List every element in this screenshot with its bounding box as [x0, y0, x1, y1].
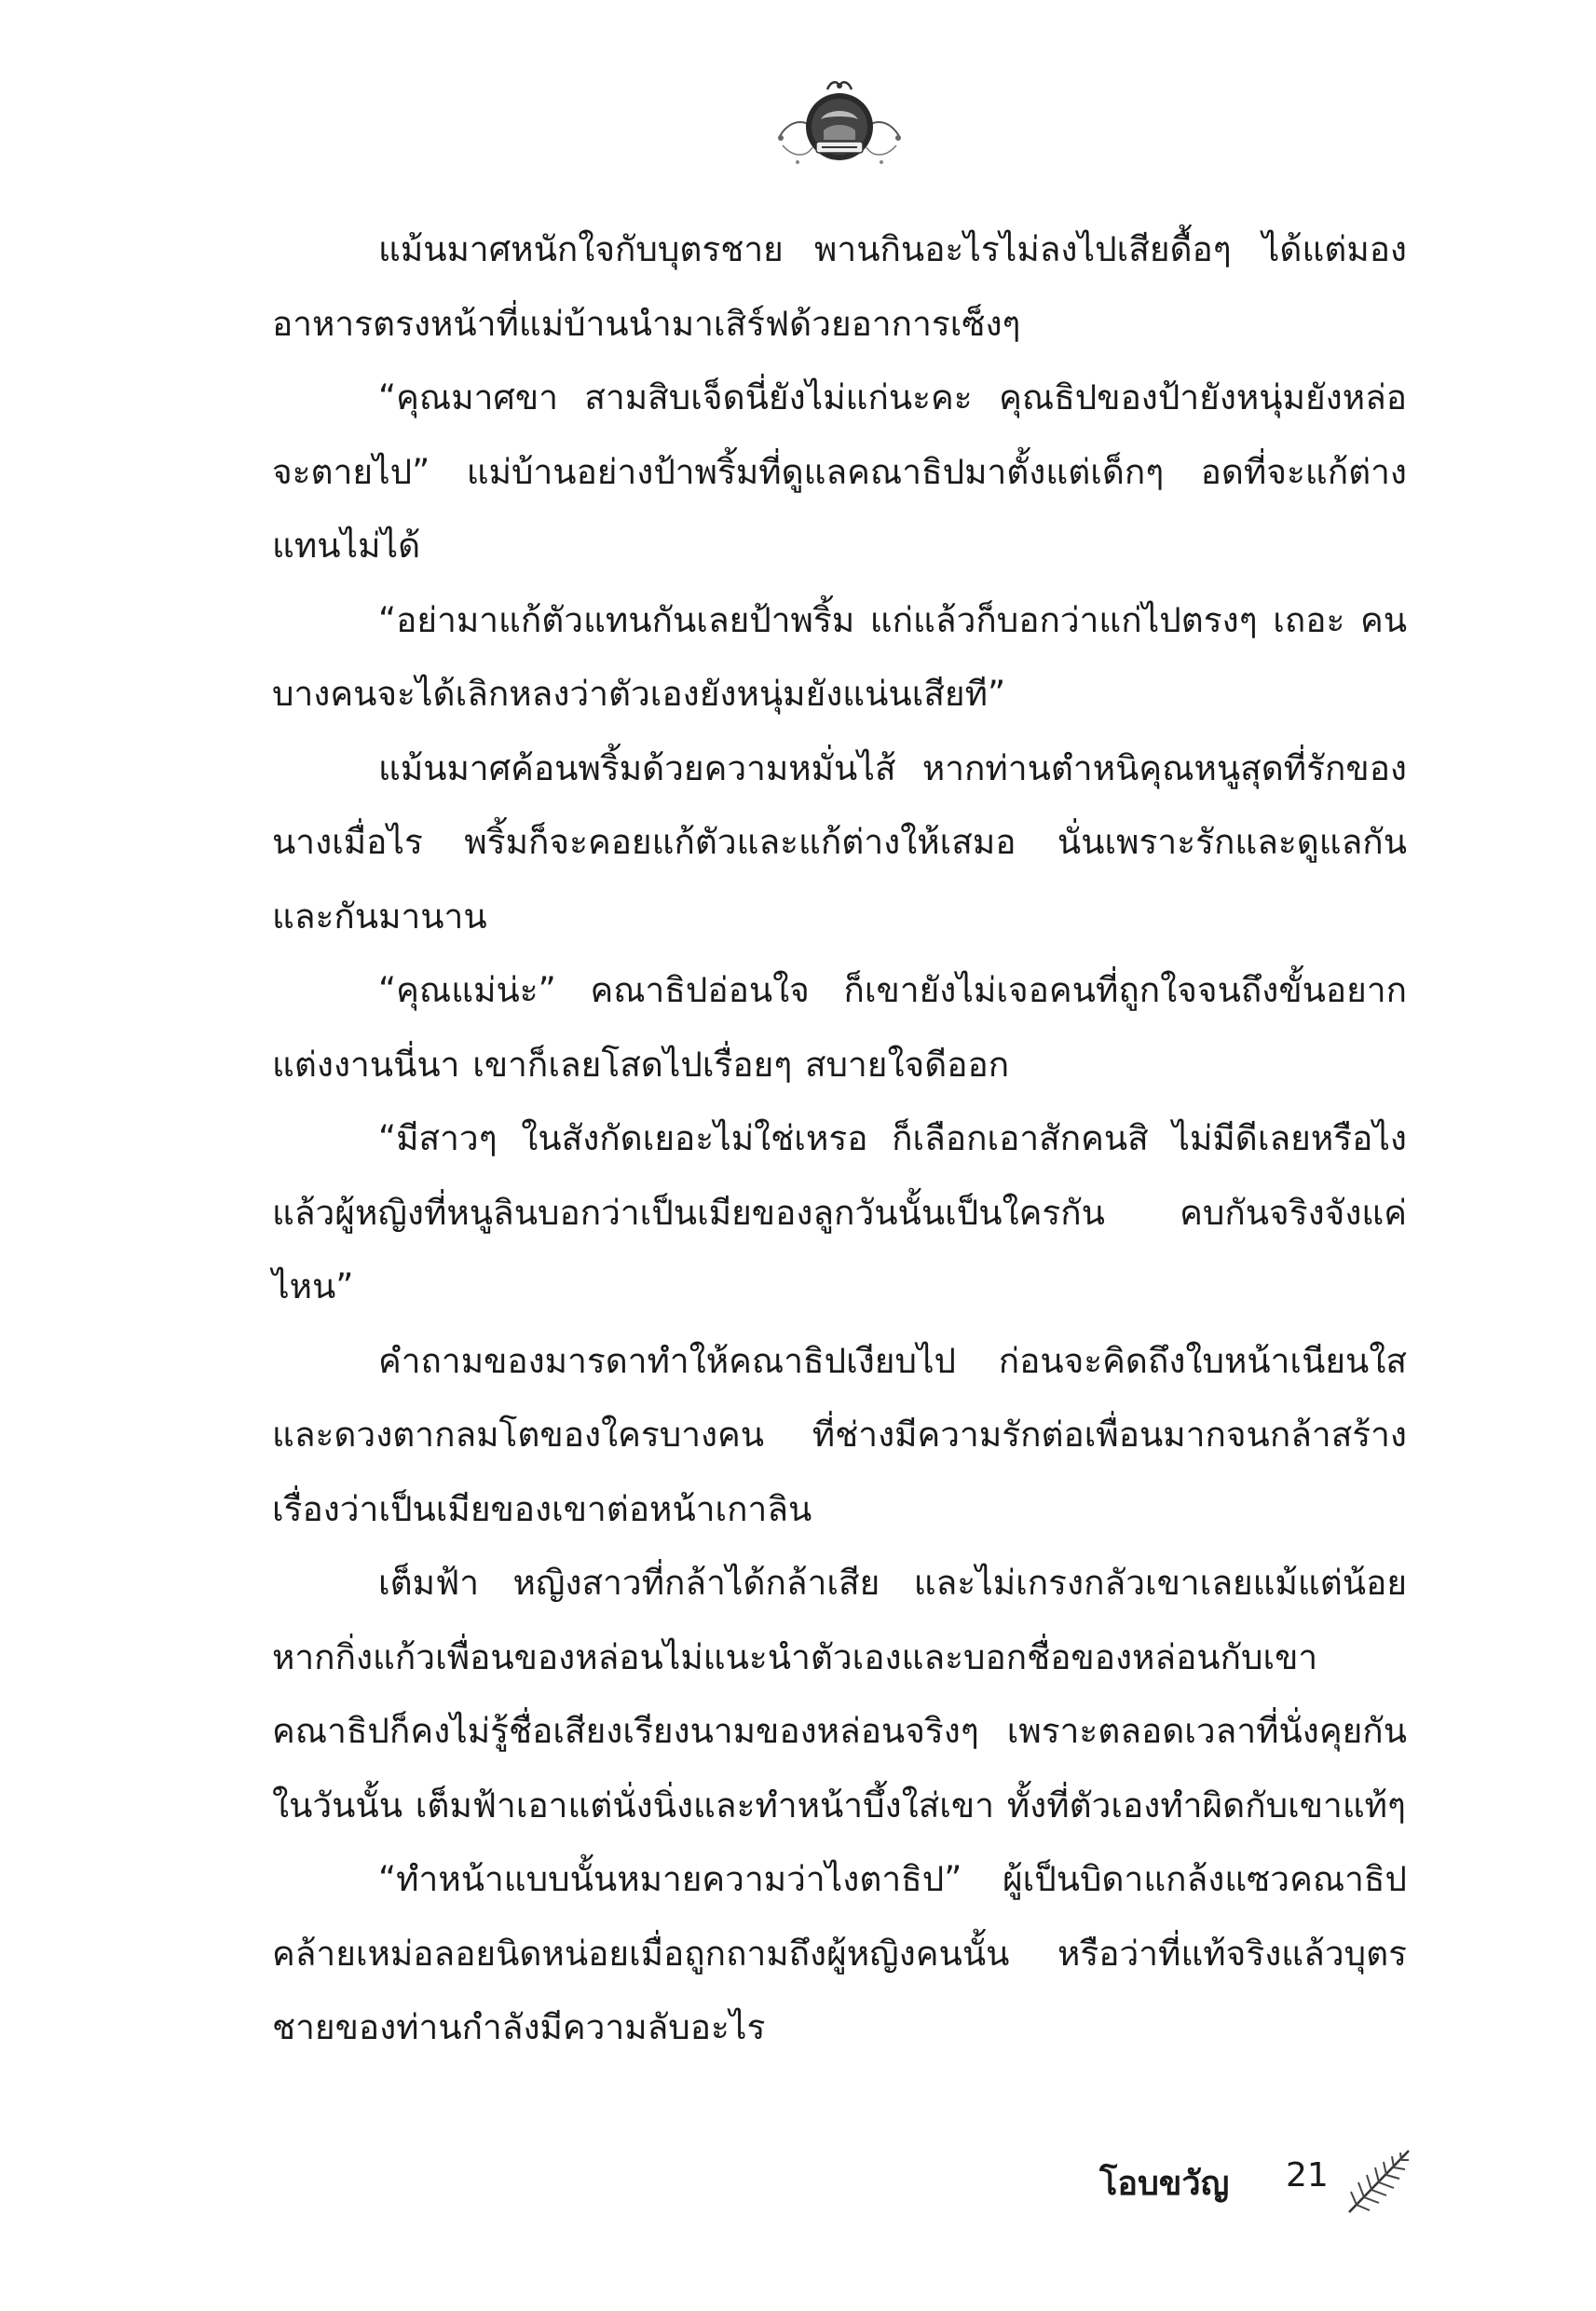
paragraph: “คุณแม่น่ะ” คณาธิปอ่อนใจ ก็เขายังไม่เจอคนที่ถูกใจจนถึงขั้นอยากแต่งงานนี่นา เขาก็เลยโสดไปเรื่อยๆ สบายใจดีออก	[272, 970, 1407, 1085]
paragraph: “มีสาวๆ ในสังกัดเยอะไม่ใช่เหรอ ก็เลือกเอาสักคนสิ ไม่มีดีเลยหรือไง แล้วผู้หญิงที่หนูลินบอกว่าเป็นเมียของลูกวันนั้นเป็นใครกัน คบกันจริงจังแค่ไหน”	[272, 1118, 1407, 1306]
paragraph: เต็มฟ้า หญิงสาวที่กล้าได้กล้าเสีย และไม่เกรงกลัวเขาเลยแม้แต่น้อย หากกิ่งแก้วเพื่อนของหล่อนไม่แนะนำตัวเองและบอกชื่อของหล่อนกับเขา คณาธิปก็คงไม่รู้ชื่อเสียงเรียงนามของหล่อนจริงๆ เพราะตลอดเวลาที่นั่งคุยกันในวันนั้น เต็มฟ้าเอาแต่นั่งนิ่งและทำหน้าบึ้งใส่เขา ทั้งที่ตัวเองทำผิดกับเขาแท้ๆ	[272, 1563, 1407, 1826]
paragraph: “คุณมาศขา สามสิบเจ็ดนี่ยังไม่แก่นะคะ คุณธิปของป้ายังหนุ่มยังหล่อจะตายไป” แม่บ้านอย่างป้าพริ้มที่ดูแลคณาธิปมาตั้งแต่เด็กๆ อดที่จะแก้ต่างแทนไม่ได้	[272, 377, 1407, 566]
paragraph: แม้นมาศหนักใจกับบุตรชาย พานกินอะไรไม่ลงไปเสียดื้อๆ ได้แต่มองอาหารตรงหน้าที่แม่บ้านนำมาเสิร์ฟด้วยอาการเซ็งๆ	[272, 229, 1407, 344]
body-text	[272, 212, 1407, 2065]
paragraph: แม้นมาศค้อนพริ้มด้วยความหมั่นไส้ หากท่านตำหนิคุณหนูสุดที่รักของนางเมื่อไร พริ้มก็จะคอยแก้ตัวและแก้ต่างให้เสมอ นั่นเพราะรักและดูแลกันและกันมานาน	[272, 747, 1407, 937]
header-emblem-icon	[770, 73, 909, 175]
fern-leaf-icon	[1342, 2143, 1416, 2218]
book-title: โอบขวัญ	[1099, 2165, 1230, 2203]
paragraph: คำถามของมารดาทำให้คณาธิปเงียบไป ก่อนจะคิดถึงใบหน้าเนียนใสและดวงตากลมโตของใครบางคน ที่ช่างมีความรักต่อเพื่อนมากจนกล้าสร้างเรื่องว่าเป็นเมียของเขาต่อหน้าเกาลิน	[272, 1340, 1407, 1529]
paragraph: “อย่ามาแก้ตัวแทนกันเลยป้าพริ้ม แก่แล้วก็บอกว่าแก่ไปตรงๆ เถอะ คนบางคนจะได้เลิกหลงว่าตัวเองยังหนุ่มยังแน่นเสียที”	[272, 599, 1407, 714]
page-footer	[1099, 2143, 1416, 2218]
page-number: 21	[1286, 2156, 1329, 2195]
paragraph: “ทำหน้าแบบนั้นหมายความว่าไงตาธิป” ผู้เป็นบิดาแกล้งแซวคณาธิปคล้ายเหม่อลอยนิดหน่อยเมื่อถูกถามถึงผู้หญิงคนนั้น หรือว่าที่แท้จริงแล้วบุตรชายของท่านกำลังมีความลับอะไร	[272, 1859, 1407, 2047]
